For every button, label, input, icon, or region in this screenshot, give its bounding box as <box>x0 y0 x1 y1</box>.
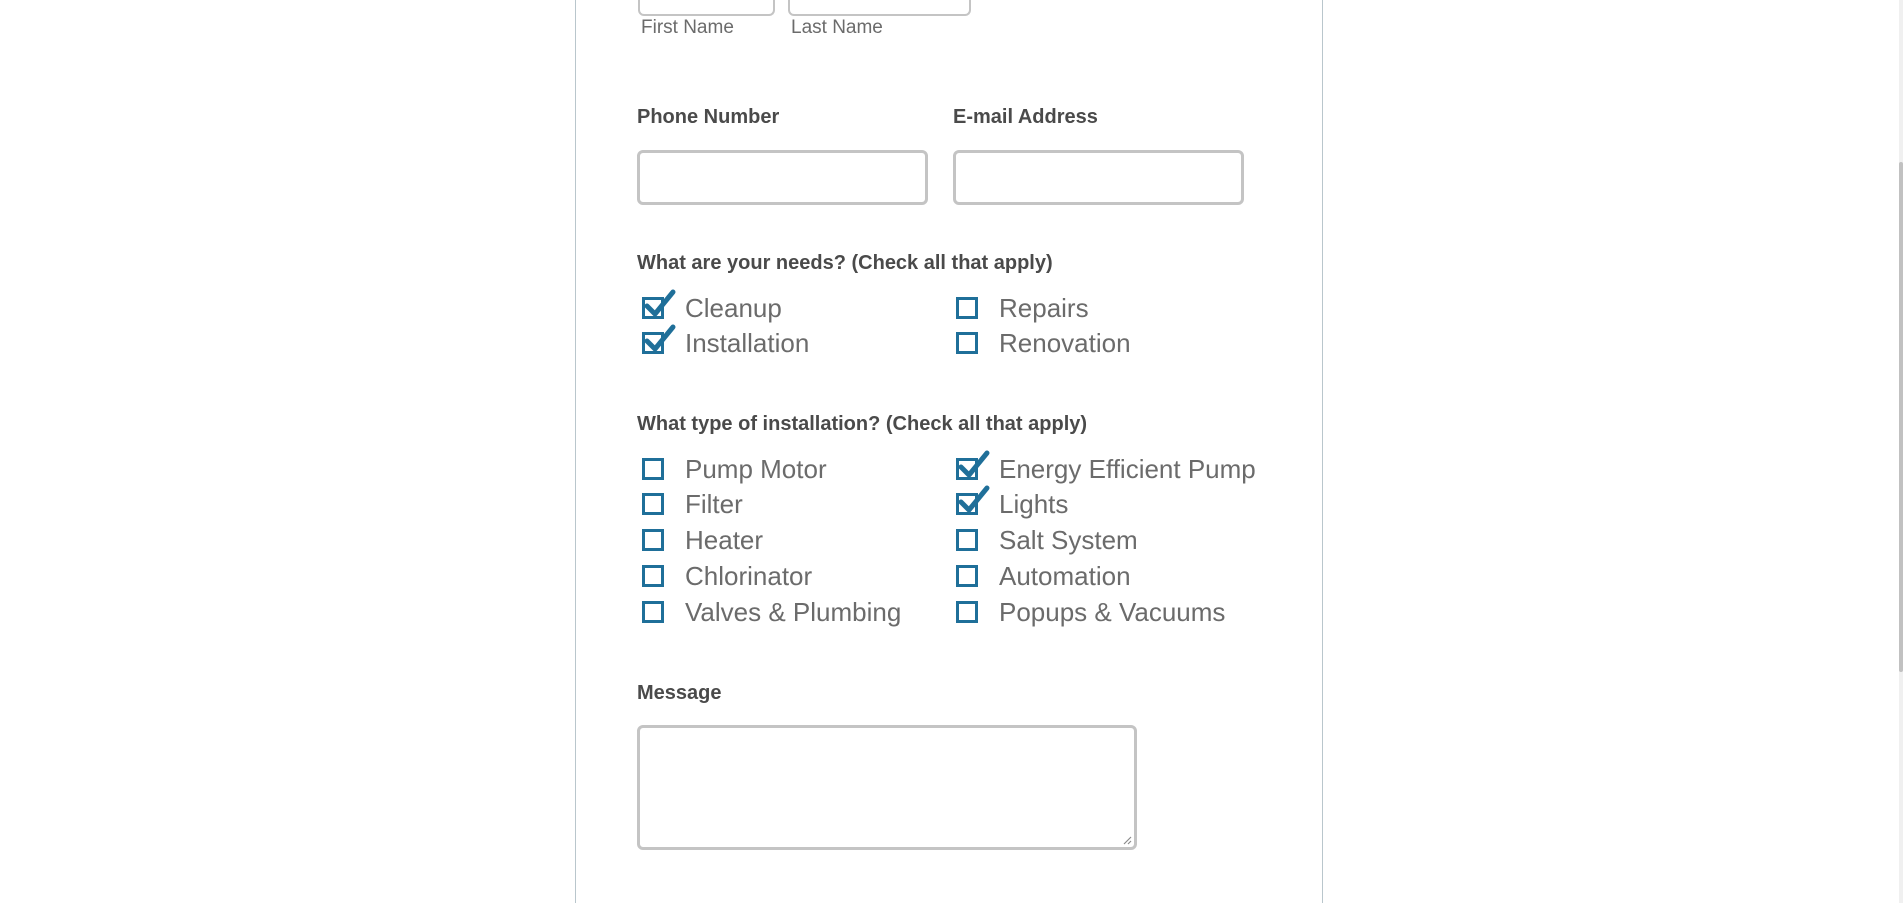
option-label: Lights <box>999 489 1069 519</box>
checkbox-filter[interactable] <box>642 493 664 515</box>
installation-option-chlorinator[interactable] <box>642 560 812 592</box>
checkbox-repairs[interactable] <box>956 297 978 319</box>
checkbox-pump-motor[interactable] <box>642 458 664 480</box>
installation-option-pump-motor[interactable] <box>642 453 827 485</box>
email-label: E-mail Address <box>953 106 1098 128</box>
email-input[interactable] <box>953 150 1244 205</box>
checkbox-heater[interactable] <box>642 529 664 551</box>
last-name-sublabel: Last Name <box>791 17 883 38</box>
installation-option-energy-efficient-pump[interactable] <box>956 453 1256 485</box>
checkmark-icon <box>957 482 993 518</box>
option-label: Salt System <box>999 525 1138 555</box>
option-label: Pump Motor <box>685 454 827 484</box>
checkbox-valves-plumbing[interactable] <box>642 601 664 623</box>
installation-option-filter[interactable] <box>642 488 743 520</box>
resize-grip-icon[interactable] <box>1122 835 1132 845</box>
option-label: Chlorinator <box>685 561 813 591</box>
option-label: Installation <box>685 328 810 358</box>
installation-option-salt-system[interactable] <box>956 524 1138 556</box>
message-label: Message <box>637 682 722 704</box>
message-textarea[interactable] <box>637 725 1137 850</box>
checkbox-salt-system[interactable] <box>956 529 978 551</box>
needs-option-renovation[interactable] <box>956 327 1131 359</box>
installation-option-heater[interactable] <box>642 524 763 556</box>
checkbox-chlorinator[interactable] <box>642 565 664 587</box>
option-label: Renovation <box>999 328 1131 358</box>
needs-option-repairs[interactable] <box>956 292 1089 324</box>
scrollbar-thumb[interactable] <box>1899 162 1903 672</box>
option-label: Filter <box>685 489 743 519</box>
checkbox-installation[interactable] <box>642 332 664 354</box>
checkbox-cleanup[interactable] <box>642 297 664 319</box>
installation-option-automation[interactable] <box>956 560 1131 592</box>
needs-option-cleanup[interactable] <box>642 292 782 324</box>
last-name-input[interactable] <box>788 0 971 16</box>
first-name-sublabel: First Name <box>641 17 734 38</box>
checkbox-automation[interactable] <box>956 565 978 587</box>
checkmark-icon <box>957 447 993 483</box>
phone-input[interactable] <box>637 150 928 205</box>
option-label: Cleanup <box>685 293 782 323</box>
installation-option-valves-plumbing[interactable] <box>642 596 901 628</box>
option-label: Automation <box>999 561 1131 591</box>
first-name-input[interactable] <box>638 0 775 16</box>
checkmark-icon <box>643 286 679 322</box>
needs-option-installation[interactable] <box>642 327 809 359</box>
installation-question: What type of installation? (Check all that apply) <box>637 413 1088 435</box>
checkbox-energy-efficient-pump[interactable] <box>956 458 978 480</box>
checkmark-icon <box>643 321 679 357</box>
option-label: Heater <box>685 525 764 555</box>
needs-question: What are your needs? (Check all that apply) <box>637 252 1053 274</box>
installation-option-lights[interactable] <box>956 488 1068 520</box>
checkbox-renovation[interactable] <box>956 332 978 354</box>
checkbox-popups-vacuums[interactable] <box>956 601 978 623</box>
phone-label: Phone Number <box>637 106 780 128</box>
contact-form-panel <box>575 0 1323 903</box>
installation-option-popups-vacuums[interactable] <box>956 596 1225 628</box>
option-label: Popups & Vacuums <box>999 597 1226 627</box>
option-label: Valves & Plumbing <box>685 597 902 627</box>
page-scrollbar[interactable] <box>1899 0 1903 903</box>
option-label: Repairs <box>999 293 1089 323</box>
option-label: Energy Efficient Pump <box>999 454 1256 484</box>
checkbox-lights[interactable] <box>956 493 978 515</box>
